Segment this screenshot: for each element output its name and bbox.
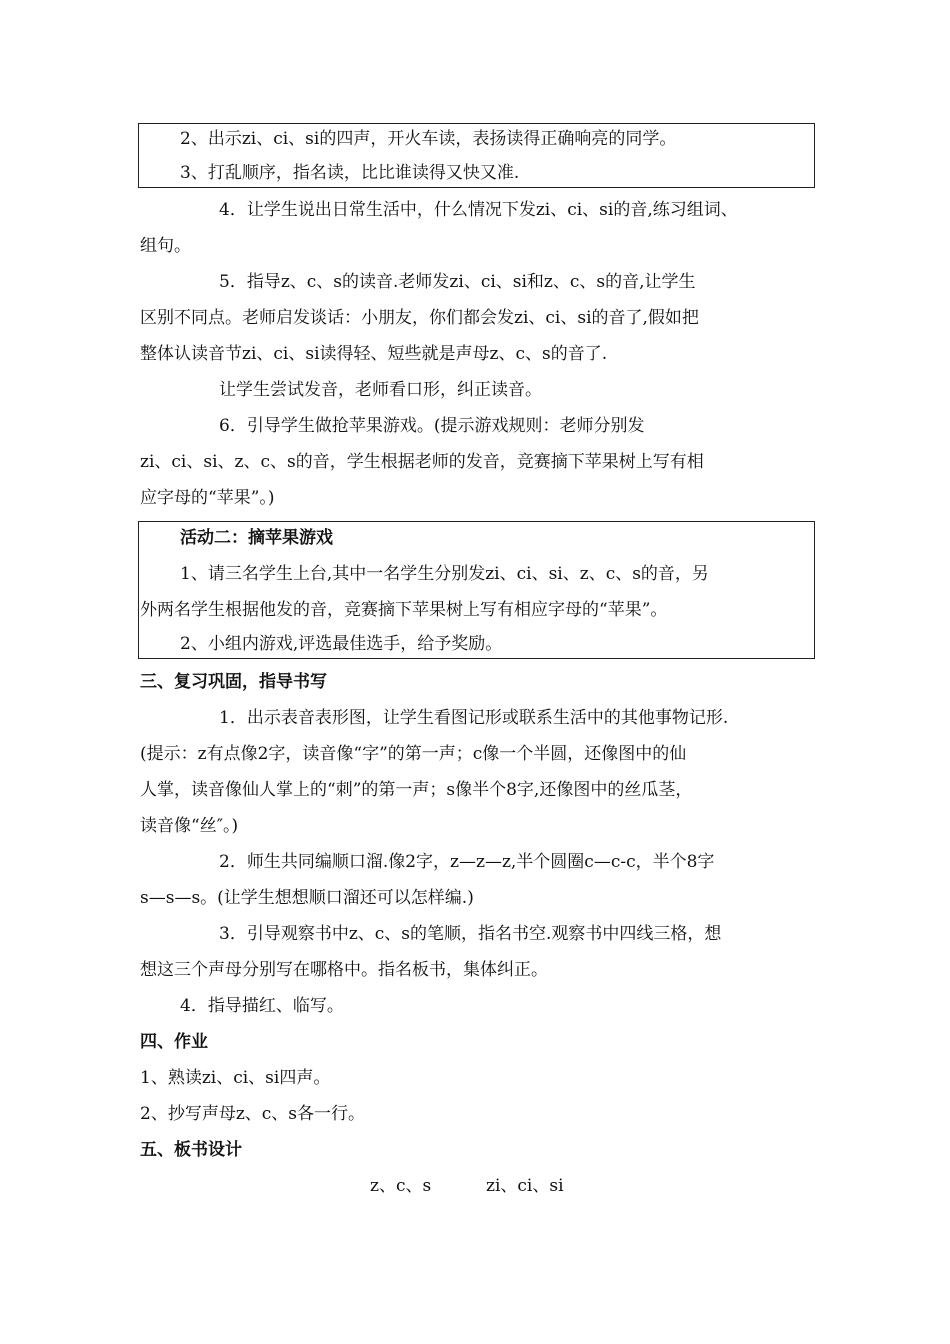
homework-item-1: 1、熟读zi、ci、si四声。	[140, 1068, 331, 1088]
paragraph-6-line3: 应字母的“苹果”。)	[140, 488, 275, 508]
paragraph-4-line2: 组句。	[140, 236, 191, 256]
section-3-p2-line1: 2．师生共同编顺口溜.像2字，z—z—z,半个圆圈c—c-c，半个8字	[219, 852, 715, 872]
paragraph-6-line2: zi、ci、si、z、c、s的音，学生根据老师的发音，竞赛摘下苹果树上写有相	[140, 452, 704, 472]
section-3-p1-line3: 人掌，读音像仙人掌上的“刺”的第一声；s像半个8字,还像图中的丝瓜茎，	[140, 780, 693, 800]
box2-line2: 外两名学生根据他发的音，竞赛摘下苹果树上写有相应字母的“苹果”。	[140, 600, 668, 620]
section-3-p3-line1: 3．引导观察书中z、c、s的笔顺，指名书空.观察书中四线三格，想	[219, 924, 722, 944]
section-3-p2-line2: s—s—s。(让学生想想顺口溜还可以怎样编.)	[140, 888, 474, 908]
box1-line2: 3、打乱顺序，指名读，比比谁读得又快又准.	[180, 163, 520, 183]
section-3-p4-line1: 4．指导描红、临写。	[180, 996, 344, 1016]
box2-line1: 1、请三名学生上台,其中一名学生分别发zi、ci、si、z、c、s的音，另	[180, 564, 709, 584]
section-3-p1-line2: (提示：z有点像2字，读音像“字”的第一声；c像一个半圆，还像图中的仙	[140, 744, 687, 764]
section-3-p1-line1: 1．出示表音表形图，让学生看图记形或联系生活中的其他事物记形.	[219, 708, 729, 728]
paragraph-5-line3: 整体认读音节zi、ci、si读得轻、短些就是声母z、c、s的音了.	[140, 344, 608, 364]
homework-item-2: 2、抄写声母z、c、s各一行。	[140, 1104, 366, 1124]
section-4-heading: 四、作业	[140, 1032, 208, 1052]
box2-line3: 2、小组内游戏,评选最佳选手，给予奖励。	[180, 634, 503, 654]
activity-2-title: 活动二：摘苹果游戏	[180, 528, 333, 548]
box1-line1: 2、出示zi、ci、si的四声，开火车读，表扬读得正确响亮的同学。	[180, 129, 677, 149]
board-design-right: zi、ci、si	[486, 1176, 564, 1196]
section-3-p1-line4: 读音像“丝″。)	[140, 816, 239, 836]
section-3-heading: 三、复习巩固，指导书写	[140, 672, 327, 692]
section-5-heading: 五、板书设计	[140, 1140, 242, 1160]
paragraph-5-line2: 区别不同点。老师启发谈话：小朋友，你们都会发zi、ci、si的音了,假如把	[140, 308, 699, 328]
board-design-left: z、c、s	[370, 1176, 432, 1196]
paragraph-5-line4: 让学生尝试发音，老师看口形，纠正读音。	[219, 380, 542, 400]
section-3-p3-line2: 想这三个声母分别写在哪格中。指名板书，集体纠正。	[140, 960, 548, 980]
paragraph-6-line1: 6．引导学生做抢苹果游戏。(提示游戏规则：老师分别发	[219, 416, 645, 436]
paragraph-5-line1: 5．指导z、c、s的读音.老师发zi、ci、si和z、c、s的音,让学生	[219, 272, 696, 292]
paragraph-4-line1: 4．让学生说出日常生活中，什么情况下发zi、ci、si的音,练习组词、	[219, 200, 738, 220]
